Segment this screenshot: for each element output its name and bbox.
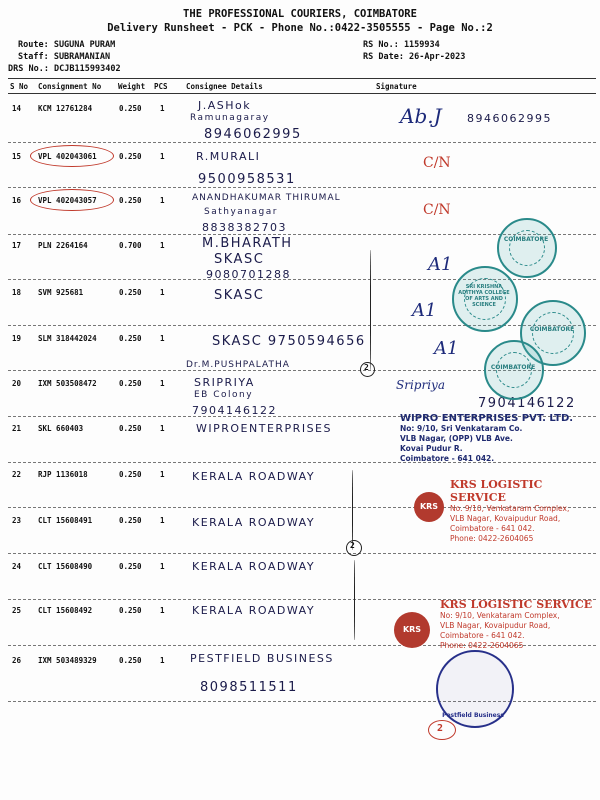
row-sno: 19 — [12, 334, 22, 343]
consignment-number: PLN 2264164 — [38, 241, 88, 250]
row-sno: 26 — [12, 656, 22, 665]
krs-stamp-addr3: Coimbatore - 641 042. — [450, 524, 535, 533]
pcs-value: 1 — [160, 334, 165, 343]
page-mark: 2 — [437, 723, 444, 734]
col-pcs: PCS — [154, 82, 168, 91]
rs-date: RS Date: 26-Apr-2023 — [363, 52, 466, 62]
col-signature: Signature — [376, 82, 417, 91]
header-bottom-rule — [8, 93, 596, 94]
consignment-number: VPL 402043061 — [38, 152, 97, 161]
wipro-stamp-addr2: VLB Nagar, (OPP) VLB Ave. — [400, 434, 513, 443]
col-sno: S No — [10, 82, 29, 91]
signature-20: Sripriya — [396, 378, 445, 392]
red-circle-annotation — [30, 189, 114, 211]
consignee-phone: 8946062995 — [204, 127, 302, 142]
col-consignee: Consignee Details — [186, 82, 263, 91]
krs-stamp-phone: Phone: 0422-2604065 — [440, 641, 524, 650]
weight-value: 0.250 — [119, 562, 142, 571]
col-weight: Weight — [118, 82, 146, 91]
college-stamp-city: COIMBATORE — [490, 364, 536, 371]
krs-logo-icon: KRS — [414, 492, 444, 522]
consignee-phone: 7904146122 — [192, 404, 277, 417]
header-top-rule — [8, 78, 596, 79]
red-circle-annotation — [30, 145, 114, 167]
pcs-value: 1 — [160, 196, 165, 205]
consignee-address: SKASC — [214, 252, 265, 267]
row-divider — [8, 553, 596, 554]
krs-stamp-addr1: No. 9/10, Venkataram Complex, — [450, 504, 570, 513]
wipro-stamp-name: WIPRO ENTERPRISES PVT. LTD. — [400, 413, 574, 424]
consignment-number: SLM 318442024 — [38, 334, 97, 343]
brace-mark — [352, 470, 353, 550]
pcs-value: 1 — [160, 241, 165, 250]
row-sno: 17 — [12, 241, 22, 250]
college-stamp — [497, 218, 557, 278]
pestfield-stamp-text: Pestfield Business — [442, 712, 504, 719]
consignee-address: EB Colony — [194, 390, 254, 400]
krs-stamp-2 — [440, 598, 592, 651]
wipro-stamp — [400, 414, 573, 464]
staff-info: Staff: SUBRAMANIAN — [18, 52, 111, 62]
row-divider — [8, 187, 596, 188]
pcs-value: 1 — [160, 470, 165, 479]
krs-logo-icon: KRS — [394, 612, 430, 648]
college-stamp-city: COIMBATORE — [503, 236, 549, 243]
consignee-phone: 8838382703 — [202, 221, 287, 234]
consignee-name: KERALA ROADWAY — [192, 470, 316, 483]
consignee-name: KERALA ROADWAY — [192, 560, 316, 573]
row-sno: 14 — [12, 104, 22, 113]
pcs-value: 1 — [160, 288, 165, 297]
consignee-name: WIPROENTERPRISES — [196, 422, 332, 435]
weight-value: 0.700 — [119, 241, 142, 250]
pcs-value: 1 — [160, 424, 165, 433]
krs-stamp-phone: Phone: 0422-2604065 — [450, 534, 534, 543]
krs-stamp-name: KRS LOGISTIC SERVICE — [440, 598, 593, 611]
consignment-number: VPL 402043057 — [38, 196, 97, 205]
consignee-phone: 9500958531 — [198, 172, 296, 187]
pcs-value: 1 — [160, 379, 165, 388]
krs-stamp-1 — [450, 478, 600, 544]
consignment-number: CLT 15608491 — [38, 516, 93, 525]
pcs-value: 1 — [160, 562, 165, 571]
consignment-number: CLT 15608490 — [38, 562, 93, 571]
college-stamp-name: SRI KRISHNA ADITHYA COLLEGE OF ARTS AND SCIENCE — [458, 284, 510, 308]
brace-mark — [354, 560, 355, 640]
consignment-number: SVM 925681 — [38, 288, 84, 297]
row-sno: 16 — [12, 196, 22, 205]
signature-19: A1 — [434, 338, 459, 359]
pcs-value: 1 — [160, 152, 165, 161]
college-stamp-city: COIMBATORE — [529, 326, 575, 333]
drs-number: DRS No.: DCJB115993402 — [8, 64, 121, 74]
consignee-name: KERALA ROADWAY — [192, 604, 316, 617]
signature-phone-14: 8946062995 — [467, 112, 552, 125]
row-divider — [8, 325, 596, 326]
weight-value: 0.250 — [119, 334, 142, 343]
weight-value: 0.250 — [119, 288, 142, 297]
route-info: Route: SUGUNA PURAM — [18, 40, 116, 50]
pcs-value: 1 — [160, 656, 165, 665]
row-sno: 20 — [12, 379, 22, 388]
wipro-stamp-addr1: No: 9/10, Sri Venkataram Co. — [400, 424, 523, 433]
krs-stamp-addr3: Coimbatore - 641 042. — [440, 631, 525, 640]
row-sno: 25 — [12, 606, 22, 615]
weight-value: 0.250 — [119, 152, 142, 161]
consignment-number: IXM 503489329 — [38, 656, 97, 665]
weight-value: 0.250 — [119, 196, 142, 205]
wipro-stamp-addr3: Kovai Pudur R. — [400, 444, 463, 453]
row-sno: 15 — [12, 152, 22, 161]
consignee-name: J.ASHok — [198, 99, 252, 112]
row-sno: 18 — [12, 288, 22, 297]
rs-number: RS No.: 1159934 — [363, 40, 440, 50]
consignee-phone: 8098511511 — [200, 680, 298, 695]
consignment-number: CLT 15608492 — [38, 606, 93, 615]
weight-value: 0.250 — [119, 424, 142, 433]
pcs-value: 1 — [160, 104, 165, 113]
krs-stamp-addr2: VLB Nagar, Kovaipudur Road, — [440, 621, 551, 630]
consignee-contact: Dr.M.PUSHPALATHA — [186, 360, 290, 370]
consignee-name: SKASC 9750594656 — [212, 334, 366, 349]
krs-stamp-addr2: VLB Nagar, Kovaipudur Road, — [450, 514, 561, 523]
circled-2-a: 2 — [350, 541, 355, 550]
row-sno: 23 — [12, 516, 22, 525]
consignee-address: Sathyanagar — [204, 207, 278, 217]
consignee-name: SKASC — [214, 288, 265, 303]
signature-14: Ab.J — [400, 104, 442, 128]
pcs-value: 1 — [160, 606, 165, 615]
weight-value: 0.250 — [119, 656, 142, 665]
weight-value: 0.250 — [119, 104, 142, 113]
consignee-name: ANANDHAKUMAR THIRUMAL — [192, 193, 341, 203]
krs-stamp-name: KRS LOGISTIC SERVICE — [450, 478, 543, 504]
consignee-address: Ramunagaray — [190, 113, 270, 123]
signature-18: A1 — [412, 300, 437, 321]
col-consignment: Consignment No — [38, 82, 102, 91]
consignment-number: SKL 660403 — [38, 424, 84, 433]
weight-value: 0.250 — [119, 470, 142, 479]
company-title: THE PROFESSIONAL COURIERS, COIMBATORE — [183, 8, 417, 20]
consignment-number: KCM 12761284 — [38, 104, 93, 113]
consignment-number: RJP 1136018 — [38, 470, 88, 479]
consignee-phone: 9080701288 — [206, 268, 291, 281]
weight-value: 0.250 — [119, 606, 142, 615]
circled-2-b: 2 — [364, 363, 369, 372]
consignee-name: R.MURALI — [196, 150, 261, 163]
cn-remark-15: C/N — [423, 155, 451, 171]
consignee-name: M.BHARATH — [202, 236, 293, 251]
row-sno: 24 — [12, 562, 22, 571]
signature-17: A1 — [428, 254, 453, 275]
row-sno: 22 — [12, 470, 22, 479]
weight-value: 0.250 — [119, 516, 142, 525]
weight-value: 0.250 — [119, 379, 142, 388]
consignee-name: PESTFIELD BUSINESS — [190, 652, 334, 665]
brace-mark — [370, 250, 371, 370]
consignment-number: IXM 503508472 — [38, 379, 97, 388]
row-sno: 21 — [12, 424, 22, 433]
runsheet-subtitle: Delivery Runsheet - PCK - Phone No.:0422-3505555 - Page No.:2 — [107, 22, 493, 34]
pcs-value: 1 — [160, 516, 165, 525]
cn-remark-16: C/N — [423, 202, 451, 218]
row-divider — [8, 142, 596, 143]
signature-phone-20: 7904146122 — [478, 396, 576, 411]
consignee-name: KERALA ROADWAY — [192, 516, 316, 529]
wipro-stamp-addr4: Coimbatore - 641 042. — [400, 454, 495, 463]
krs-stamp-addr1: No: 9/10, Venkataram Complex, — [440, 611, 560, 620]
consignee-name: SRIPRIYA — [194, 376, 255, 389]
